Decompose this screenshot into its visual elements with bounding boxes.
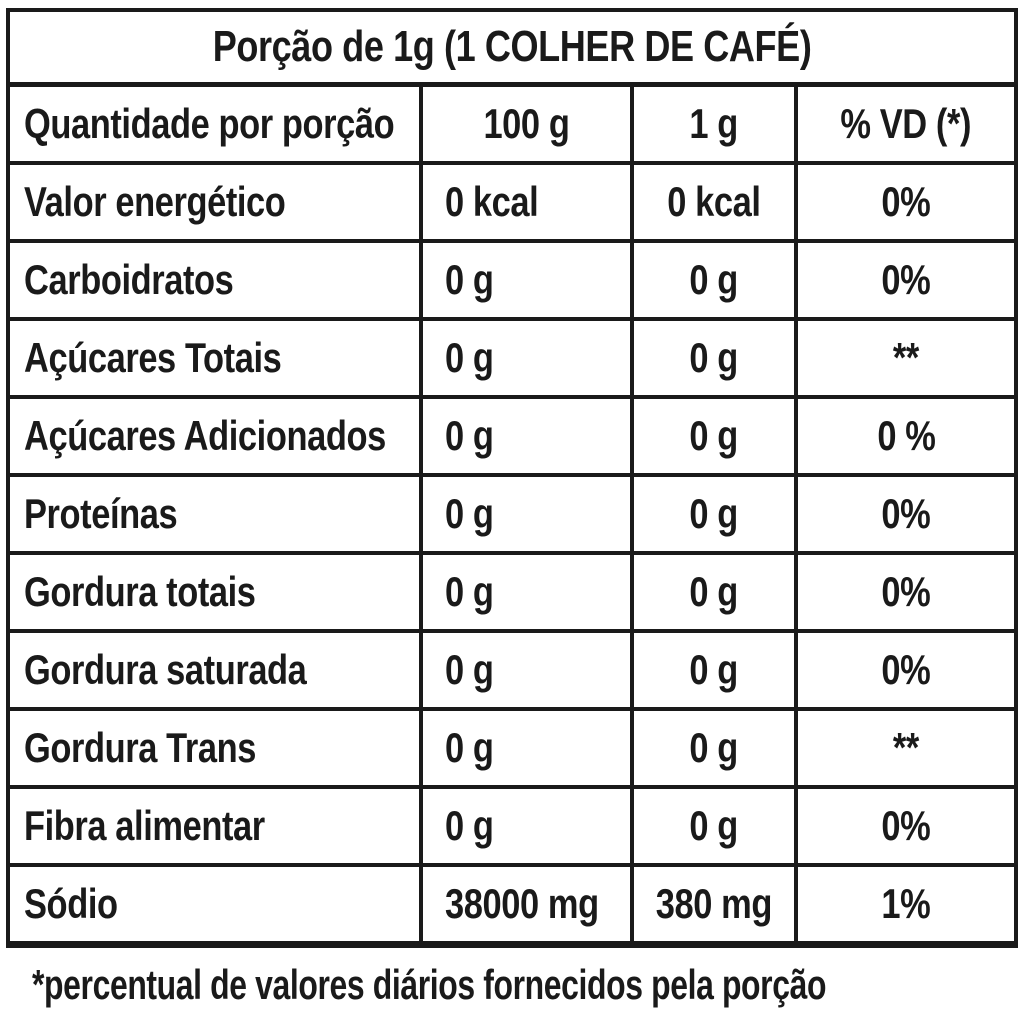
value-per-100g-cell: 0 g	[421, 709, 632, 787]
value-per-100g-cell: 0 g	[421, 631, 632, 709]
nutrient-name-cell: Gordura saturada	[8, 631, 421, 709]
value-per-100g-cell: 0 g	[421, 787, 632, 865]
value-per-100g-cell: 0 kcal	[421, 163, 632, 241]
nutrient-row	[8, 709, 1016, 787]
value-per-100g-cell: 38000 mg	[421, 865, 632, 945]
daily-value-percent-cell: 0%	[796, 787, 1016, 865]
value-per-1g-cell: 0 g	[632, 553, 796, 631]
column-header-quantity-per-serving: Quantidade por porção	[8, 85, 421, 164]
value-per-1g-cell: 380 mg	[632, 865, 796, 945]
value-per-100g-cell: 0 g	[421, 553, 632, 631]
value-per-1g-cell: 0 g	[632, 787, 796, 865]
daily-value-percent-cell: 0%	[796, 475, 1016, 553]
nutrient-row	[8, 319, 1016, 397]
footnote-text: *percentual de valores diários fornecidos pela porção	[32, 961, 827, 1008]
column-header-per-1g: 1 g	[632, 85, 796, 164]
daily-value-percent-cell: 0 %	[796, 397, 1016, 475]
nutrient-name-cell: Açúcares Totais	[8, 319, 421, 397]
value-per-100g-cell: 0 g	[421, 397, 632, 475]
nutrient-row	[8, 553, 1016, 631]
nutrient-row	[8, 787, 1016, 865]
nutrition-table	[6, 8, 1018, 948]
daily-value-percent-cell: 0%	[796, 631, 1016, 709]
nutrient-name-cell: Carboidratos	[8, 241, 421, 319]
value-per-1g-cell: 0 g	[632, 631, 796, 709]
nutrient-row	[8, 631, 1016, 709]
nutrient-name-cell: Proteínas	[8, 475, 421, 553]
nutrient-name-cell: Sódio	[8, 865, 421, 945]
nutrient-row	[8, 163, 1016, 241]
serving-size-text: Porção de 1g (1 COLHER DE CAFÉ)	[212, 22, 812, 71]
nutrient-name-cell: Gordura Trans	[8, 709, 421, 787]
daily-value-percent-cell: **	[796, 709, 1016, 787]
nutrient-name-cell: Açúcares Adicionados	[8, 397, 421, 475]
nutrient-row	[8, 865, 1016, 945]
value-per-100g-cell: 0 g	[421, 475, 632, 553]
daily-value-percent-cell: **	[796, 319, 1016, 397]
nutrient-rows	[8, 163, 1016, 945]
column-header-row	[8, 85, 1016, 164]
column-header-daily-value-percent: % VD (*)	[796, 85, 1016, 164]
daily-values-footnote	[6, 956, 1018, 1014]
nutrient-row	[8, 397, 1016, 475]
nutrient-name-cell: Fibra alimentar	[8, 787, 421, 865]
daily-value-percent-cell: 0%	[796, 553, 1016, 631]
daily-value-percent-cell: 0%	[796, 241, 1016, 319]
nutrient-row	[8, 475, 1016, 553]
value-per-100g-cell: 0 g	[421, 241, 632, 319]
value-per-100g-cell: 0 g	[421, 319, 632, 397]
daily-value-percent-cell: 1%	[796, 865, 1016, 945]
value-per-1g-cell: 0 g	[632, 241, 796, 319]
column-header-per-100g: 100 g	[421, 85, 632, 164]
value-per-1g-cell: 0 g	[632, 475, 796, 553]
serving-size-row	[8, 10, 1016, 85]
daily-value-percent-cell: 0%	[796, 163, 1016, 241]
value-per-1g-cell: 0 g	[632, 319, 796, 397]
nutrient-name-cell: Gordura totais	[8, 553, 421, 631]
value-per-1g-cell: 0 kcal	[632, 163, 796, 241]
nutrient-name-cell: Valor energético	[8, 163, 421, 241]
value-per-1g-cell: 0 g	[632, 709, 796, 787]
value-per-1g-cell: 0 g	[632, 397, 796, 475]
nutrient-row	[8, 241, 1016, 319]
serving-size-title	[8, 10, 1016, 85]
